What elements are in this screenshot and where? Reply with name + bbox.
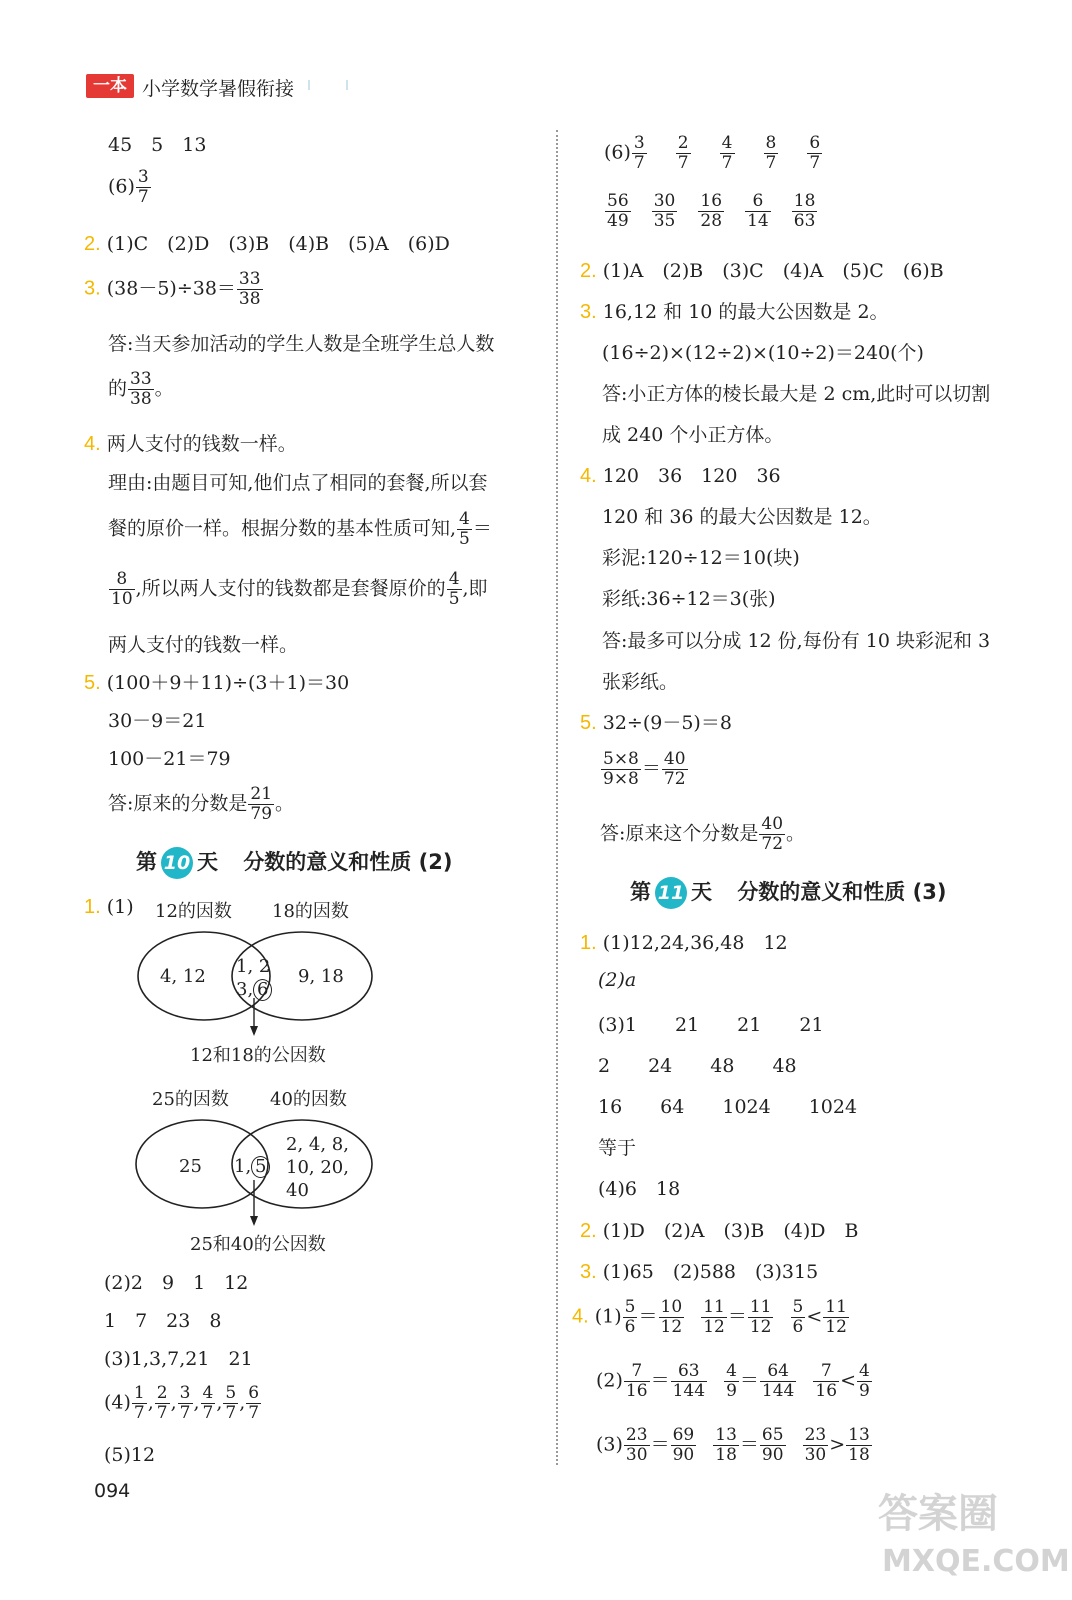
venn-right-values: 40	[286, 1180, 309, 1201]
fraction: $\frac{33}{38}$	[238, 269, 261, 309]
answer-line: 答:原来这个分数是 $\frac{40}{72}$ 。	[600, 814, 806, 854]
answer-line: 两人支付的钱数一样。	[108, 634, 299, 656]
question-number: 4.	[572, 1305, 589, 1328]
fraction: $\frac{7}{16}$	[625, 1361, 648, 1401]
section-heading-day-11: 第 11 天 分数的意义和性质 (3)	[630, 876, 946, 909]
answer-line: $\frac{5\times 8}{9\times 8}$ ＝ $\frac{40}{72}$	[603, 749, 686, 789]
question-line: 3. (1)65 (2)588 (3)315	[580, 1261, 819, 1283]
comparison-row: 4. (1) $\frac{5}{6}$ ＝ $\frac{10}{12}$ $\frac{11}{12}$ ＝ $\frac{11}{12}$ $\frac{5}{6}$ < $\frac{11}{12}$	[572, 1297, 847, 1337]
question-number: 4.	[84, 433, 101, 455]
fraction: $\frac{4}{9}$	[726, 1361, 737, 1401]
question-line	[84, 229, 450, 256]
question-number: 4.	[580, 465, 597, 487]
venn-common-values: 3, 6	[236, 979, 272, 1001]
question-number: 3.	[580, 301, 597, 323]
fraction: $\frac{11}{12}$	[749, 1297, 772, 1337]
fraction: $\frac{4}{5}$	[448, 569, 460, 609]
answer-line: (4)6 18	[598, 1178, 681, 1200]
fraction: $\frac{23}{30}$	[804, 1425, 827, 1465]
question-line	[84, 270, 264, 309]
answer-text: 两人支付的钱数一样。	[106, 433, 297, 455]
question-number: 1.	[580, 932, 597, 954]
venn-right-values: 9, 18	[298, 966, 344, 987]
header-decoration	[308, 80, 348, 90]
arrow-head-icon	[250, 1026, 258, 1036]
question-number: 5.	[84, 672, 101, 694]
fraction: $\frac{16}{28}$	[700, 191, 723, 231]
answer-text: (100＋9＋11)÷(3＋1)＝30	[106, 672, 350, 694]
answer-line: (5)12	[104, 1444, 156, 1466]
fraction: $\frac{65}{90}$	[761, 1425, 784, 1465]
answer-line: 答:当天参加活动的学生人数是全班学生总人数	[108, 333, 495, 355]
fraction: $\frac{10}{12}$	[660, 1297, 683, 1337]
question-number: 2.	[580, 260, 597, 282]
circled-number: 5	[251, 1156, 270, 1178]
fraction: $\frac{4}{9}$	[858, 1361, 870, 1401]
answer-line: (2)a	[598, 969, 637, 991]
answer-line: 彩泥:120÷12＝10(块)	[602, 547, 800, 569]
answer-line: 120 和 36 的最大公因数是 12。	[602, 506, 882, 528]
venn-right-label: 40的因数	[270, 1089, 347, 1110]
venn-common-values: 1, 5	[234, 1156, 270, 1178]
venn-left-label: 25的因数	[152, 1089, 229, 1110]
fraction: $\frac{11}{12}$	[825, 1297, 847, 1337]
question-number: 1.	[84, 896, 101, 918]
answer-line: 30－9＝21	[108, 710, 207, 732]
fraction: $\frac{13}{18}$	[715, 1425, 737, 1465]
answer-line: (4) $\frac{1}{7}$ , $\frac{2}{7}$ , $\frac{3}{7}$ , $\frac{4}{7}$ , $\frac{5}{7}$ , $\frac{6}{7}$	[104, 1383, 260, 1423]
answer-line: 100－21＝79	[108, 748, 231, 770]
fraction: $\frac{33}{38}$	[130, 369, 152, 409]
venn-left-values: 25	[179, 1156, 202, 1177]
question-line: 5. 32÷(9－5)＝8	[580, 712, 732, 734]
venn-right-values: 2, 4, 8,	[286, 1134, 349, 1155]
brand-logo: 一本	[86, 74, 134, 98]
question-line: 3. 16,12 和 10 的最大公因数是 2。	[580, 301, 889, 323]
fraction: $\frac{5}{7}$	[225, 1383, 237, 1423]
question-line	[84, 429, 297, 456]
answer-line: 1 7 23 8	[104, 1310, 222, 1332]
fraction: $\frac{18}{63}$	[793, 191, 816, 231]
comparison-row: (3) $\frac{23}{30}$ ＝ $\frac{69}{90}$ $\frac{13}{18}$ ＝ $\frac{65}{90}$ $\frac{23}{30}$ > $\frac{13}{18}$	[596, 1425, 870, 1465]
section-heading-day-10: 第 10 天 分数的意义和性质 (2)	[136, 846, 452, 879]
fraction: $\frac{6}{7}$	[248, 1383, 260, 1423]
venn-caption: 12和18的公因数	[190, 1045, 326, 1066]
question-number: 3.	[580, 1261, 597, 1283]
answer-line	[604, 192, 818, 231]
watermark-text: 答案圈	[878, 1491, 998, 1537]
answer-line: $\frac{8}{10}$ ,所以两人支付的钱数都是套餐原价的 $\frac{4}{5}$ ,即	[111, 569, 488, 609]
answer-text: (6)	[108, 175, 135, 198]
circled-number: 6	[253, 979, 272, 1001]
fraction: $\frac{64}{144}$	[761, 1361, 795, 1401]
answer-line: (3)1,3,7,21 21	[104, 1348, 253, 1370]
column-divider	[556, 130, 558, 1465]
answer-line: 餐的原价一样。根据分数的基本性质可知, $\frac{4}{5}$ ＝	[108, 509, 492, 549]
answer-line: 理由:由题目可知,他们点了相同的套餐,所以套	[108, 472, 488, 494]
fraction: $\frac{3}{7}$	[633, 133, 645, 173]
answer-line: 等于	[598, 1137, 637, 1159]
book-title: 小学数学暑假衔接	[142, 78, 295, 100]
fraction: $\frac{30}{35}$	[653, 191, 676, 231]
answer-line: 45 5 13	[108, 134, 207, 156]
fraction: $\frac{23}{30}$	[625, 1425, 648, 1465]
venn-left-values: 4, 12	[160, 966, 206, 987]
question-number: 3.	[84, 277, 101, 300]
fraction: $\frac{40}{72}$	[663, 749, 686, 789]
fraction: $\frac{3}{7}$	[179, 1383, 191, 1423]
answer-text: (1)C (2)D (3)B (4)B (5)A (6)D	[106, 233, 450, 255]
question-number: 2.	[580, 1220, 597, 1242]
fraction: $\frac{2}{7}$	[156, 1383, 168, 1423]
venn-common-values: 1, 2	[236, 956, 271, 977]
answer-line: 答:小正方体的棱长最大是 2 cm,此时可以切割	[602, 383, 991, 405]
answer-line: 答:最多可以分成 12 份,每份有 10 块彩泥和 3	[602, 630, 991, 652]
fraction: $\frac{8}{10}$	[111, 569, 133, 609]
answer-line: (16÷2)×(12÷2)×(10÷2)＝240(个)	[602, 342, 924, 364]
question-line	[84, 668, 349, 695]
watermark-logo	[870, 1475, 1070, 1585]
fraction: $\frac{4}{5}$	[459, 509, 470, 549]
answer-line: (3)1 21 21 21	[598, 1014, 824, 1036]
question-line: 2. (1)D (2)A (3)B (4)D B	[580, 1220, 859, 1242]
fraction: $\frac{4}{7}$	[202, 1383, 214, 1423]
fraction: $\frac{7}{16}$	[815, 1361, 838, 1401]
venn-right-label: 18的因数	[272, 901, 349, 922]
fraction: $\frac{5}{6}$	[792, 1297, 804, 1337]
answer-line: 彩纸:36÷12＝3(张)	[602, 588, 776, 610]
fraction: $\frac{11}{12}$	[703, 1297, 725, 1337]
fraction: $\frac{8}{7}$	[765, 133, 777, 173]
venn-left-label: 12的因数	[155, 901, 232, 922]
arrow-head-icon	[250, 1216, 258, 1226]
answer-line: (2)2 9 1 12	[104, 1272, 249, 1294]
question-line: 4. 120 36 120 36	[580, 465, 781, 487]
question-line: 2. (1)A (2)B (3)C (4)A (5)C (6)B	[580, 260, 944, 282]
answer-line: 2 24 48 48	[598, 1055, 797, 1077]
answer-line: 成 240 个小正方体。	[602, 424, 784, 446]
answer-line: 16 64 1024 1024	[598, 1096, 858, 1118]
question-line: 1. (1)12,24,36,48 12	[580, 932, 788, 954]
fraction: $\frac{69}{90}$	[672, 1425, 695, 1465]
page-number: 094	[94, 1480, 131, 1502]
fraction: $\frac{4}{7}$	[721, 133, 733, 173]
question-number: 2.	[84, 233, 101, 255]
fraction: $\frac{13}{18}$	[848, 1425, 870, 1465]
fraction: $\frac{6}{7}$	[809, 133, 821, 173]
answer-line: 答:原来的分数是 $\frac{21}{79}$ 。	[108, 784, 295, 824]
question-line: 1. (1)	[84, 896, 134, 918]
question-number: 5.	[580, 712, 597, 734]
fraction: $\frac{1}{7}$	[133, 1383, 145, 1423]
venn-right-values: 10, 20,	[286, 1157, 349, 1178]
fraction: $\frac{40}{72}$	[761, 814, 784, 854]
fraction: $\frac{56}{49}$	[607, 191, 629, 231]
answer-line	[108, 168, 152, 207]
fraction: $\frac{63}{144}$	[672, 1361, 706, 1401]
day-badge: 10	[161, 847, 193, 879]
venn-caption: 25和40的公因数	[190, 1234, 326, 1255]
fraction: $\frac{5}{6}$	[624, 1297, 636, 1337]
day-badge: 11	[655, 877, 687, 909]
fraction: $\frac{6}{14}$	[747, 191, 769, 231]
answer-line: 的 $\frac{33}{38}$ 。	[108, 369, 174, 409]
answer-line: 张彩纸。	[602, 671, 679, 693]
answer-text: (38－5)÷38＝	[106, 277, 236, 300]
watermark-url: MXQE.COM	[882, 1544, 1070, 1579]
fraction: $\frac{2}{7}$	[677, 133, 689, 173]
comparison-row: (2) $\frac{7}{16}$ ＝ $\frac{63}{144}$ $\frac{4}{9}$ ＝ $\frac{64}{144}$ $\frac{7}{16}$ < $\frac{4}{9}$	[596, 1361, 870, 1401]
answer-line: (6) $\frac{3}{7}$ $\frac{2}{7}$ $\frac{4}{7}$ $\frac{8}{7}$ $\frac{6}{7}$	[604, 133, 821, 173]
fraction: $\frac{21}{79}$	[250, 784, 273, 824]
fraction: $\frac{3}{7}$	[137, 167, 149, 207]
fraction: $\frac{5\times 8}{9\times 8}$	[603, 749, 639, 789]
